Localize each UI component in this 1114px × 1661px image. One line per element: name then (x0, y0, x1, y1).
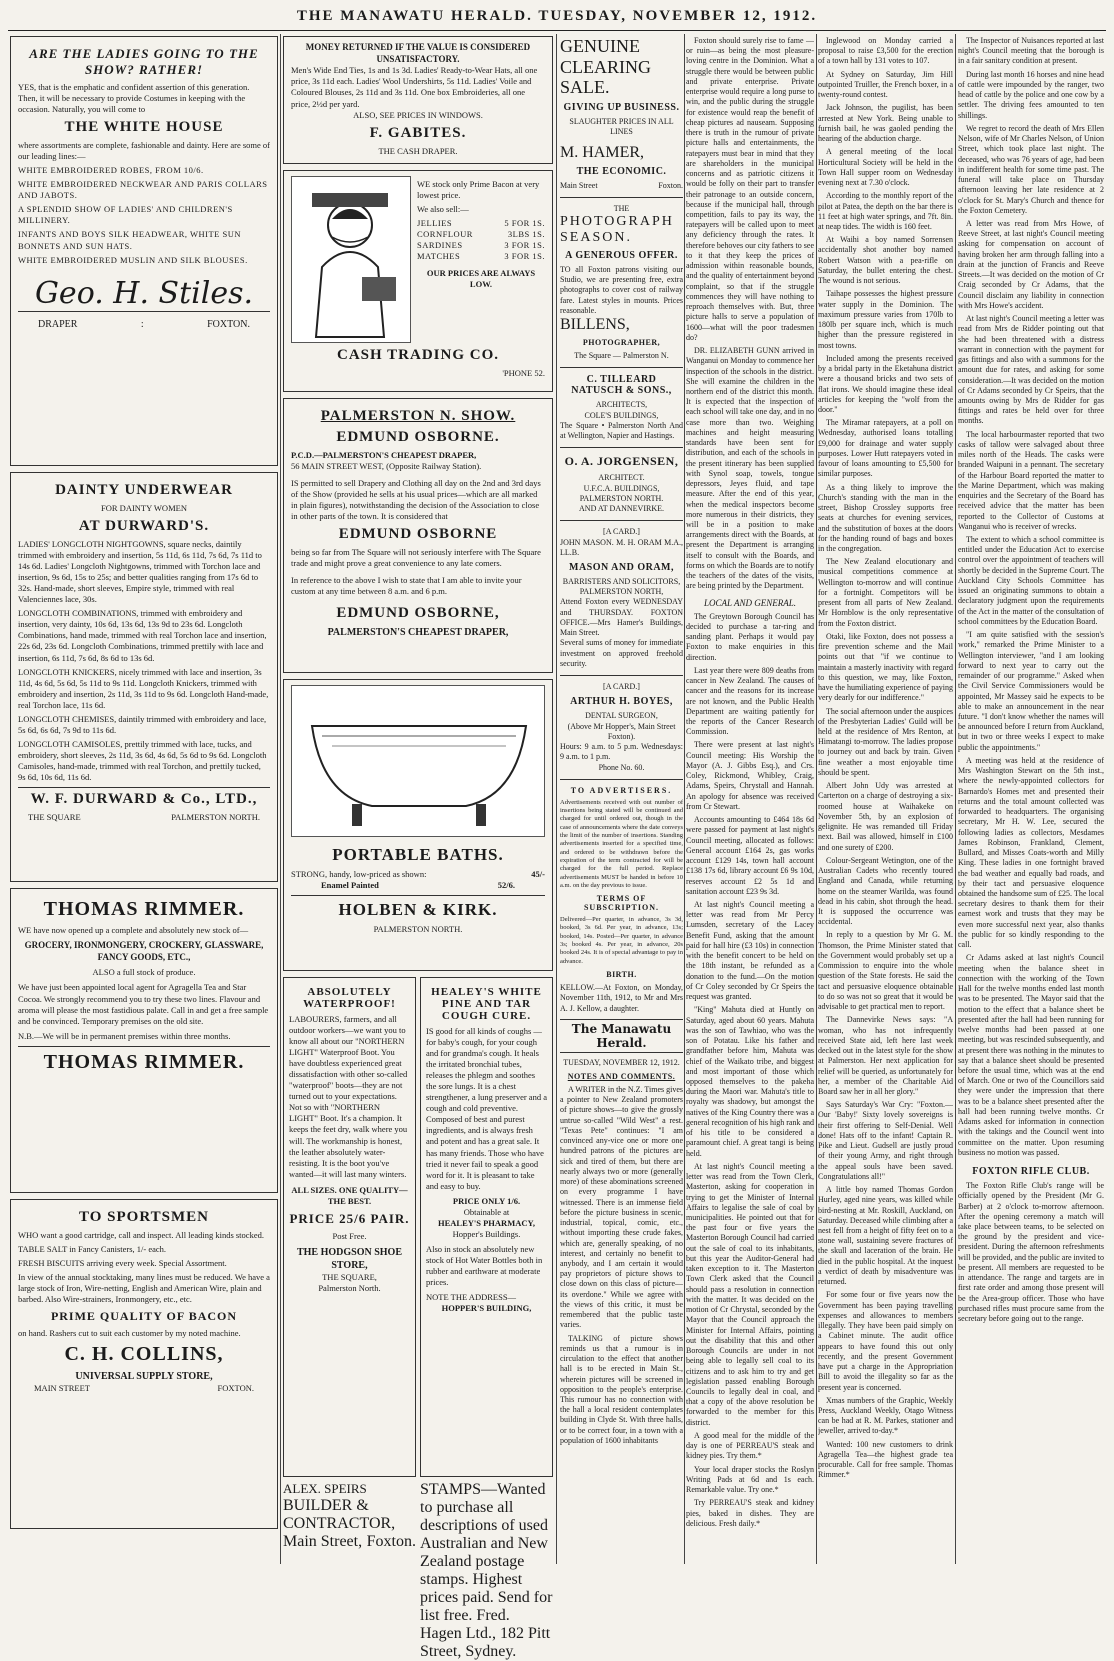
ad-heading: MONEY RETURNED IF THE VALUE IS CONSIDERED UNSATISFACTORY. (305, 42, 531, 64)
ad-subheading: FOR DAINTY WOMEN (101, 503, 187, 513)
price-item: MATCHES (417, 251, 461, 262)
article-paragraph: A general meeting of the local Horticultural Society will be held in the Town Hall supper room on Wednesday evening next at 7.30 o'clock. (818, 147, 953, 188)
ad-firm: THOMAS RIMMER. (18, 1046, 270, 1074)
article-paragraph: At Sydney on Saturday, Jim Hill outpointed Truiller, the French boxer, in a twenty-round contest. (818, 69, 953, 100)
column-2 (283, 36, 553, 1661)
ad-line: FRESH BISCUITS arriving every week. Special Assortment. (18, 1258, 227, 1269)
ad-address: (Above Mr Hopper's, Main Street Foxton). (567, 721, 676, 741)
ad-slogan: OUR PRICES ARE ALWAYS LOW. (426, 268, 536, 290)
column-5 (818, 36, 953, 1484)
ad-subheading: GIVING UP BUSINESS. (563, 102, 680, 114)
ad-intro: where assortments are complete, fashionable and dainty. Here are some of our leading lines:— (18, 140, 270, 162)
ad-firm: MASON AND ORAM, (569, 561, 674, 573)
list-item: WHITE EMBROIDERED ROBES, FROM 10/6. (18, 165, 204, 176)
ad-firm: C. TILLEARD NATUSCH & SONS., (571, 374, 672, 397)
ad-body: In reference to the above I wish to state that I am able to invite your custom at any time between 8 a.m. and 6 p.m. (291, 575, 522, 597)
ad-address: Foxton. (366, 1533, 416, 1550)
ad-address: Palmerston North. (318, 1282, 381, 1293)
article-paragraph: Otaki, like Foxton, does not possess a fire prevention scheme and the Mail points out that "if we continue to maintain a masterly inactivity with regard to this question, we may, like Foxton, have the humiliating experience of paying very dearly for our indifference." (818, 631, 953, 703)
ad-body: Also in stock an absolutely new stock of Hot Water Bottles both in rubber and earthware at moderate prices. (426, 1243, 543, 1288)
ad-paragraph: LADIES' LONGCLOTH NIGHTGOWNS, square necks, daintily trimmed with embroidery and insertion, 5s 11d, 6s 11d, 7s 6d, 7s 11d to 14s 6d. Ladies' Longcloth Nightgowns, trimmed with Torchon lace and insertion, 9s 6d, 15s to 25s; and better qualities ranging from 17s 6d to 32s. Hand-made, short sleeves, Empire style, trimmed with real Valenciennes lace, 30s. (18, 539, 262, 605)
price-value: 52/6. (497, 880, 515, 891)
ad-line: WHO want a good cartridge, call and inspect. All leading kinds stocked. (18, 1230, 264, 1240)
ad-also: ALSO a full stock of produce. (92, 967, 196, 978)
ad-heading: DAINTY UNDERWEAR (55, 482, 233, 498)
ad-body: Men's Wide End Ties, 1s and 1s 3d. Ladies' Ready-to-Wear Hats, all one price, 3s 11d each. Ladies' Wool Undershirts, 5s 11d. Ladies' Voile and Coloured Blouses, 2s 11d and 3s 11d. One box Embroideries, all one price, 2½d per yard. (291, 65, 538, 109)
ad-heading: PHOTOGRAPH SEASON. (560, 214, 674, 245)
ad-firm: CASH TRADING CO. (337, 347, 499, 363)
ad-address: AND AT DANNEVIRKE. (579, 504, 664, 514)
article-paragraph: As a thing likely to improve the Church's standing with the man in the street, Bishop Crossley supports free seats at churches for evening services, and the substitution of boxes at the doors for the handing round of bags and boxes in the congregation. (818, 482, 953, 554)
ad-names: JOHN MASON. M. H. ORAM M.A., LL.B. (560, 537, 683, 557)
ad-body: Several sums of money for immediate investment on approved freehold security. (560, 638, 683, 668)
ad-address: THE SQUARE, (322, 1271, 377, 1282)
ad-healey-pharmacy (420, 977, 553, 1477)
ad-body: STRONG, handy, low-priced as shown: (291, 869, 427, 879)
ad-note: N.B.—We will be in permanent premises within three months. (18, 1030, 231, 1041)
ad-address: The Square • Palmerston North And at Wellington, Napier and Hastings. (560, 420, 683, 441)
article-paragraph: Last year there were 809 deaths from cancer in New Zealand. The causes of cancer and the reasons for its increase are not known, and the Public Health Department are waiting patiently for the reports of the Cancer Research Commission. (686, 665, 814, 737)
ad-body: WE stock only Prime Bacon at very lowest price. (417, 179, 540, 201)
ad-address: FOXTON. (217, 1383, 254, 1394)
ad-speirs (283, 1481, 416, 1661)
ad-address: MAIN STREET (34, 1383, 90, 1394)
ad-subheading: THE ECONOMIC. (576, 165, 667, 177)
price-item: Enamel Painted (321, 880, 379, 891)
price-item: SARDINES (417, 240, 463, 251)
masthead: THE MANAWATU HERALD. TUESDAY, NOVEMBER 12, 1912. (296, 8, 818, 24)
ad-thomas-rimmer (10, 888, 278, 1193)
ad-firm: EDMUND OSBORNE, (336, 605, 500, 622)
ad-address: THE SQUARE (28, 812, 81, 823)
ad-subheading: BARRISTERS AND SOLICITORS, PALMERSTON NORTH, (562, 576, 681, 597)
article-paragraph: At last night's Council meeting a letter was read from Mr Percy Lumsden, secretary of the Lacey Benefit Fund, asking that the amount paid for hall hire (£3 10s) in connection with the benefit concert to be held on the 18th instant, be refunded as a donation to the fund.—On the motion of Cr Coley seconded by Cr Speirs the request was granted. (686, 899, 814, 1002)
price-value: 3 FOR 1S. (504, 240, 545, 251)
column-divider (280, 34, 281, 1564)
article-paragraph: Says Saturday's War Cry: "Foxton.—Our 'Baby!' Sixty lovely sovereigns is their first offering to Self-Denial. Well done! Hats off to the infant! Captain R. Pike and Lieut. Gudsell are justly proud of their young Army, and right through the appeal souls have been saved. Congratulations all!" (818, 1100, 953, 1181)
ad-heading: PRIME QUALITY OF BACON (50, 1309, 238, 1324)
ad-agent: We have just been appointed local agent for Agragella Tea and Star Cocoa. We strongly recommend you to try these two lines. Flavour and aroma will please the most fastidious palate. Call in and get a free sample and be convinced. Temporary premises on the old site. (18, 982, 269, 1026)
column-divider (684, 34, 685, 1564)
article-paragraph: Accounts amounting to £464 18s 6d were passed for payment at last night's Council meeting, allocated as follows: General account £164 2s, gas works account £129 14s, town hall account £138 17s 6d, library account £6 9s 10d, reserves account £2 5s 1d and sanitation account £23 9s 3d. (686, 815, 814, 896)
ad-line: Post Free. (332, 1230, 367, 1241)
ad-hodgson-shoe (283, 977, 416, 1477)
ad-heading: PORTABLE BATHS. (332, 845, 504, 864)
article-paragraph: At last night's Council meeting a letter was read from the Town Clerk, Masterton, asking for cooperation in trying to get the Minister of Internal Affairs to legalise the sale of coal by municipalities. He pointed out that for the past four or five years the Masterton Borough Council had carried out the sale of coal to its inhabitants, but this year the Auditor-General had taken exception to it. The Masterton Town Clerk asked that the Council should pass a resolution in connection with the matter. It was decided on the motion of Cr Chrystal, seconded by the Mayor that the Council approach the Minister for Internal Affairs, pointing out the disability that this and other Borough Councils are under in not being able to legally sell coal to its citizens and to ask him to try and get legislation passed enabling Borough Councils to legally deal in coal, and that a copy of the above resolution be forwarded to the member for this district. (686, 1161, 814, 1427)
ad-subheading: COLE'S BUILDINGS, (584, 410, 659, 420)
ad-firm: O. A. JORGENSEN, (564, 454, 679, 469)
ad-line: NOTE THE ADDRESS— (426, 1292, 517, 1303)
butcher-illustration (291, 176, 411, 343)
ad-heading: ARE THE LADIES GOING TO THE SHOW? RATHER! (29, 46, 259, 77)
ad-address: Main Street, (283, 1533, 363, 1550)
ad-firm: HEALEY'S PHARMACY, (438, 1217, 535, 1228)
ad-firm: C. H. COLLINS, (64, 1343, 224, 1366)
ad-firm: F. GABITES. (369, 124, 467, 141)
list-item: WHITE EMBROIDERED NECKWEAR AND PARIS COLLARS AND JABOTS. (18, 179, 268, 201)
ad-paragraph: LONGCLOTH CAMISOLES, prettily trimmed with lace, tucks, and embroidery, short sleeves, 2s 11d, 3s 6d, 4s 6d, 5s 6d to 9s 6d. Longcloth Camisoles, hand-made, trimmed with real Torchon, and prettily tucked, 9s 6d, 10s 6d, 11s 6d. (18, 738, 267, 782)
article-paragraph: DR. ELIZABETH GUNN arrived in Wanganui on Monday to commence her inspection of the schools in the district. She will examine the children in the northern end of the district this month. It is expected that the inspection of each school will take one day, and in no case more than two. Weighing machines and height measuring standards have been sent for distribution, and each of the schools in the present itinerary has been supplied with Synol soap, towels, tongue depressors, Jeyes fluid, and tape measure. After the end of this year, when the medical inspectors become more numerous in their districts, they will be in a position to make arrangements direct with the Boards, at present the Department is arranging itself to consult with the Boards, and forms on which the Boards are to notify the teachers of the dates of the visits, are being printed by the Department. (686, 346, 814, 591)
article-paragraph: Try PERREAU'S steak and kidney pies, baked in dishes. They are delicious. Fresh daily.* (686, 1498, 814, 1528)
ad-firm: ARTHUR H. BOYES, (570, 696, 673, 708)
article-paragraph: Inglewood on Monday carried a proposal to raise £3,500 for the erection of a town hall by 131 votes to 107. (818, 36, 953, 66)
ad-firm: EDMUND OSBORNE (338, 526, 498, 543)
price-value: 45/- (531, 869, 545, 879)
ad-heading: TO SPORTSMEN (79, 1209, 209, 1225)
ad-subheading: ARCHITECT. (598, 473, 645, 483)
list-item: A SPLENDID SHOW OF LADIES' AND CHILDREN'S MILLINERY. (18, 204, 233, 226)
ad-hours: Hours: 9 a.m. to 5 p.m. Wednesdays: 9 a.m. to 1 p.m. (560, 742, 683, 762)
section-heading: FOXTON RIFLE CLUB. (972, 1166, 1090, 1178)
article-paragraph: Albert John Udy was arrested at Carterton on a charge of destroying a six-roomed house at Waihakeke on November 5th, by an explosion of gelignite. He was remanded till Friday next. Bail was allowed, himself in £100 and one surety of £200. (818, 781, 953, 852)
masthead-rule (8, 30, 1106, 31)
ad-heading: GENUINE CLEARING SALE. (560, 36, 651, 98)
ad-white-house: ARE THE LADIES GOING TO THE SHOW? RATHER! YES, that is the emphatic and confident assertion of this generation. Then, it will be necessary to provide Costumes in keeping with the occasion. Naturally, you will come to THE WHITE HOUSE where assortments are complete, fashionable and dainty. Here are some of our leading lines:— WHITE EMBROIDERED ROBES, FROM 10/6. WHITE EMBROIDERED NECKWEAR AND PARIS COLLARS AND JABOTS. A SPLENDID SHOW OF LADIES' AND CHILDREN'S MILLINERY. INFANTS AND BOYS SILK HEADWEAR, WHITE SUN BONNETS AND SUN HATS. WHITE EMBROIDERED MUSLIN AND SILK BLOUSES. Geo. H. Stiles. DRAPER : FOXTON. (10, 36, 278, 466)
ad-heading: ABSOLUTELY WATERPROOF! (303, 986, 396, 1010)
ad-body: YES, that is the emphatic and confident assertion of this generation. Then, it will be necessary to provide Costumes in keeping with the occasion. Naturally, you will come to (18, 82, 250, 115)
ad-subheading: BUILDER & CONTRACTOR, (283, 1497, 396, 1532)
article-paragraph: The local harbourmaster reported that two casks of tallow were salvaged about three miles north of the Heads. The casks were branded Waipuni in a pennant. The secretary of the Harbour Board reported the matter to the Marine Department, which was making enquiries and the Secretary of the Board has received advice that the matter has been reported to the Collector of Customs at Wanganui who is receiver of wrecks. (958, 429, 1104, 531)
ad-body: IS permitted to sell Drapery and Clothing all day on the 2nd and 3rd days of the Show (provided he sells at his usual prices—which are all marked in plain figures), notwithstanding the decision of the Association to close in other parts of the town. It is considered that (291, 478, 541, 522)
ad-firm: THOMAS RIMMER. (43, 898, 245, 920)
ad-body: being so far from The Square will not seriously interfere with The Square trade and might prove a great convenience to any late comers. (291, 547, 541, 569)
column-6 (958, 36, 1104, 1327)
ad-address: U.F.C.A. BUILDINGS, PALMERSTON NORTH. (579, 483, 664, 503)
ad-address: PALMERSTON NORTH. (171, 812, 260, 823)
ad-address: Main Street (560, 180, 598, 190)
ad-edmund-osborne (283, 398, 553, 673)
ad-stamps: STAMPS—Wanted to purchase all descriptions of used Australian and New Zealand postage stamps. Highest prices paid. Send for list free. Fred. Hagen Ltd., 182 Pitt Street, Sydney. (420, 1481, 553, 1660)
article-paragraph: Wanted: 100 new customers to drink Agragella Tea—the highest grade tea procurable. Call for free sample. Thomas Rimmer.* (818, 1439, 953, 1480)
ad-subheading: PALMERSTON'S CHEAPEST DRAPER, (327, 627, 509, 639)
ad-sizes: ALL SIZES. ONE QUALITY—THE BEST. (291, 1184, 408, 1206)
ad-line: THE (613, 203, 630, 213)
ad-paragraph: LONGCLOTH COMBINATIONS, trimmed with embroidery and insertion, very dainty, 10s 6d, 13s 6d, 13s 9d to 23s 6d. Longcloth Combinations, hand made, trimmed with real Torchon lace and insertion, 22s 6d, 23s 6d. Longcloth Combinations, trimmed prettily with lace and insertion, 6s 11d, 7s 6d, 8s 6d to 13s 6d. (18, 608, 267, 663)
ad-body: IS good for all kinds of coughs — for baby's cough, for your cough and for grandma's cough. It heals the irritated bronchial tubes, releases the phlegm and soothes the sore lungs. It is a chest strengthener, a lung preserver and a cough and cold preventive. Composed of best and purest ingredients, and is always fresh and potent and has a great sale. It has many friends. Those who have tried it never fail to speak a good word for it. It is pleasant to take and easy to buy. (426, 1026, 547, 1191)
notice-body: KELLOW.—At Foxton, on Monday, November 11th, 1912, to Mr and Mrs A. J. Kellow, a daughter. (560, 983, 683, 1013)
notice-heading: TO ADVERTISERS. (570, 785, 673, 795)
notice-body: Delivered—Per quarter, in advance, 3s 3d, booked, 3s 6d. Per year, in advance, 13s; booked, 14s. Posted—Per quarter, in advance 3s; booked 4s. Per year, in advance, 20s booked 24s. It is of special advantage to pay in advance. (560, 916, 683, 965)
ad-store-name: THE WHITE HOUSE (64, 119, 224, 136)
article-paragraph: The Greytown Borough Council has decided to purchase a tar-ring and sanding plant. Perhaps it would pay Foxton to make enquiries in this direction. (686, 611, 814, 662)
article-paragraph: The Foxton Rifle Club's range will be officially opened by the President (Mr G. Barber) at 2 o'clock to-morrow afternoon. After the opening ceremony a match will take place between teams, to be selected on the ground by the president and vice-president. During the afternoon refreshments will be provided, and the public are invited to be present. All members are requested to be in attendance. The range and targets are in first rate order and among those present will be the Area-group officer. Those who have purchased rifles must procure same from the secretary before going out to the range. (958, 1181, 1104, 1324)
ad-line: TABLE SALT in Fancy Canisters, 1/- each. (18, 1244, 167, 1255)
notice-heading: BIRTH. (606, 970, 637, 980)
ad-portable-baths (283, 679, 553, 971)
article-paragraph: For some four or five years now the Government has been paying travelling expenses and allowances to members illegally. They have been paid simply on a Cabinet minute. The audit office appears to have found this out only recently, and the present Government have put a charge in the Appropriation Bill to avoid the illegality so far as the present year is concerned. (818, 1290, 953, 1392)
article-paragraph: Jack Johnson, the pugilist, has been arrested at New York. Being unable to furnish bail, he was gaoled pending the hearing of the abduction charge. (818, 103, 953, 144)
ad-line: We also sell:— (417, 204, 469, 215)
ad-phone: 'PHONE 52. (502, 368, 545, 378)
ad-trade: DRAPER (38, 318, 78, 330)
article-paragraph: According to the monthly report of the pilot at Patea, the depth on the bar there is 11 feet at high water springs, and 7ft. 8in. at neap tides. The width is 160 feet. (818, 191, 953, 231)
section-heading: NOTES AND COMMENTS. (567, 1071, 676, 1081)
article-paragraph: In reply to a question by Mr G. M. Thomson, the Prime Minister stated that the Government would probably set up a Commission to enquire into the whole question of the State forests. He said the tact and persuasive eloquence obtainable to do so was not so great that it would be advisable to get practical men to report. (818, 930, 953, 1012)
article-paragraph: A little boy named Thomas Gordon Hurley, aged nine years, was killed while bird-nesting at Mr. Roskill, Auckland, on Saturday. Deceased while climbing after a nest fell from a height of fifty feet on to a stone wall, sustaining severe fractures of the skull and laceration of the brain. He died in the public hospital. At the inquest a verdict of death by misadventure was returned. (818, 1185, 953, 1287)
column-4 (686, 36, 814, 1532)
list-item: WHITE EMBROIDERED MUSLIN AND SILK BLOUSES. (18, 254, 248, 265)
ad-firm: M. HAMER, (560, 143, 645, 161)
ad-subheading: P.C.D.—PALMERSTON'S CHEAPEST DRAPER, (291, 450, 477, 460)
ad-gabites (283, 36, 553, 164)
ad-collins (10, 1199, 278, 1529)
article-paragraph: "I am quite satisfied with the session's work," remarked the Prime Minister to a Wellington interviewer, "and I am looking forward to next year to carry out the remainder of our programme." Asked when the Civil Service Commissioners would be appointed, Mr Massey said he expects to be able to make an announcement in the near future. "I don't know whether the names will be announced before I return from Auckland, but in two or three weeks I expect to make public the appointments." (958, 630, 1104, 752)
ad-cash-trading (283, 170, 553, 392)
ad-line: Obtainable at (463, 1206, 510, 1217)
ad-heading: AT DURWARD'S. (78, 518, 210, 535)
ad-firm: BILLENS, (560, 316, 630, 334)
article-paragraph: A meeting was held at the residence of Mrs Washington Stewart on the 5th inst., where the newly-appointed collectors for Barnardo's Homes met and presented their returns and the total amount collected was forwarded to headquarters. The organising secretary, Mr H. W. Lee, secured the following ladies as collectors, Mesdames James Robinson, Frankland, Clement, Bullard, and Misses Coats-worth and Milly King. These ladies in one fortnight braved the bad weather and equally bad roads, and by their tact and persuasive eloquence obtained the handsome sum of £25. The local secretary desires to thank them for their earnest work and trusts that they may be even more successful next year, also thanks the public for so kindly responding to the call. (958, 755, 1104, 950)
article-paragraph: The Dannevirke News says: "A woman, who has not infrequently received State aid, left here last week decked out in the latest style for the show at Palmerston. Her next application for relief will be queried, as unfortunately for her, a member of the Charitable Aid Board saw her in all her glory." (818, 1015, 953, 1096)
article-paragraph: The Inspector of Nuisances reported at last night's Council meeting that the borough is in a fair sanitary condition at present. (958, 36, 1104, 66)
article-paragraph: We regret to record the death of Mrs Ellen Nelson, wife of Mr Charles Nelson, of Union Street, which took place last night. The deceased, who was 76 years of age, had been in indifferent health for some time past. The funeral will take place on Thursday afternoon leaving her late residence at 2 o'clock for St. Mary's Church and thence for the Foxton Cemetery. (958, 123, 1104, 215)
ad-subheading: PHOTOGRAPHER, (582, 338, 661, 348)
price-value: 3LBS 1S. (507, 229, 545, 240)
article-paragraph: At Waihi a boy named Sorrensen accidentally shot another boy named Robert Watson with a pea-rifle on Saturday, the bullet entering the chest. The wound is not serious. (818, 235, 953, 286)
ad-body: TO all Foxton patrons visiting our Studio, we are presenting free, extra photographs to cover cost of railway fare. Latest styles in mounts. Prices reasonable. (560, 265, 683, 315)
ad-subheading: A GENEROUS OFFER. (565, 250, 678, 261)
ad-firm: ALEX. SPEIRS (283, 1481, 367, 1496)
section-heading: LOCAL AND GENERAL. (704, 597, 796, 608)
ad-subheading: THE CASH DRAPER. (378, 145, 458, 156)
article-paragraph: A good meal for the middle of the day is one of PERREAU'S steak and kidney pies. Try them.* (686, 1430, 814, 1461)
article-paragraph: The New Zealand elocutionary and musical competitions commence at Wellington to-morrow and will continue for a fortnight. Competitors will be present from all parts of New Zealand. Mr Hornblow is the only representative from the Foxton district. (818, 557, 953, 628)
ad-body: WE have now opened up a complete and absolutely new stock of— (18, 925, 249, 935)
ad-price: PRICE ONLY 1/6. (452, 1195, 521, 1206)
column-divider (955, 34, 956, 1564)
notice-heading: TERMS OF SUBSCRIPTION. (583, 894, 659, 913)
ad-goods: GROCERY, IRONMONGERY, CROCKERY, GLASSWARE, FANCY GOODS, ETC., (24, 940, 264, 962)
ad-address: The Square — Palmerston N. (574, 351, 669, 361)
article-paragraph: "King" Mahuta died at Huntly on Saturday, aged about 60 years. Mahuta was the son of Tawhiao, who was the son of Potatau. Like his father and grandfather before him, Mahuta was chief of the Waikato tribe, and biggest and most important of those which opposed themselves to the pakeha during the Maori war. Mahuta's title to royalty was shadowy, but amongst the natives of the King Country there was a general recognition of his high rank and of his title to be considered a paramount chief. A great tangi is being held. (686, 1005, 814, 1158)
bath-illustration (291, 685, 545, 837)
article-paragraph: Included among the presents received by a bridal party in the Eketahuna district were a thousand bricks and two sets of flat irons. We should imagine these ideal articles for keeping the "wolf from the door." (818, 353, 953, 414)
column-3 (560, 36, 683, 1449)
ad-paragraph: LONGCLOTH KNICKERS, nicely trimmed with lace and insertion, 3s 11d, 4s 6d, 5s 6d, 5s 11d to 9s 11d. Longcloth Knickers, trimmed with embroidery and insertion, 2s 11d, 3s 11d to 9s 6d. Longcloth Hand-made, real Torchon lace, 11s 6d. (18, 666, 269, 710)
card-label: [A CARD.] (603, 682, 640, 692)
ad-firm: HOLBEN & KIRK. (291, 895, 545, 920)
ad-address: Foxton. (658, 180, 683, 190)
column-1 (10, 36, 278, 1535)
article-paragraph: TALKING of picture shows reminds us that a rumour is in circulation to the effect that another hall is to be erected in Main St., wherein pictures will be screened in opposition to the people's enterprise. This rumour has no connection with the hall a local resident contemplates building in Clyde St. With three halls, or to be correct four, in a town with a population of 1600 inhabitants (560, 1333, 683, 1445)
signature: Geo. H. Stiles. (18, 276, 270, 312)
article-paragraph: Taihape possesses the highest pressure water supply in the Dominion. The maximum pressure varies from 170lb to 180lb per square inch, which is much higher than the pressure registered in most towns. (818, 289, 953, 350)
card-label: [A CARD.] (603, 527, 640, 537)
article-paragraph: During last month 16 horses and nine head of cattle were impounded by the ranger, two head of cattle by the police and one cow by a settler. The driving fees amounted to ten shillings. (958, 69, 1104, 120)
newspaper-title: The Manawatu Herald. (560, 1019, 683, 1053)
ad-store: UNIVERSAL SUPPLY STORE, (75, 1371, 213, 1383)
column-divider (816, 34, 817, 1564)
ad-address: HOPPER'S BUILDING, (441, 1303, 532, 1314)
ad-line: In view of the annual stocktaking, many lines must be reduced. We have a large stock of Iron, Wire-netting, English and American Wire, plain and barbed. Also Wire-strainers, Ironmongery, etc., etc. (18, 1272, 270, 1305)
ad-durward (10, 472, 278, 882)
article-paragraph: A letter was read from Mrs Howe, of Reeve Street, at last night's Council meeting asking for compensation on account of having broken her arm through falling into a drain at the junction of Francis and Reeve Streets.—It was decided on the motion of Cr Craig seconded by Cr Adams, that the Council disclaim any liability in connection with Mrs Howe's accident. (958, 218, 1104, 310)
price-value: 3 FOR 1S. (504, 251, 545, 262)
price-item: JELLIES (417, 218, 453, 229)
list-item: INFANTS AND BOYS SILK HEADWEAR, WHITE SUN BONNETS AND SUN HATS. (18, 229, 242, 251)
article-paragraph: The social afternoon under the auspices of the Presbyterian Ladies' Guild will be held at the residence of Mrs Renton, at Himatangi to-morrow. The ladies propose to journey out and back by train. Given fine weather a most enjoyable time should be spent. (818, 706, 953, 777)
ad-body: LABOURERS, farmers, and all outdoor workers—we want you to know all about our "NORTHERN LIGHT" Waterproof Boot. You have doubtless experienced great dissatisfaction with other so-called "waterproof" boots—they are not turned out to your expectations. Not so with "NORTHERN LIGHT" Boot. It's a champion. It keeps the feet dry, walk where you will. The workmanship is honest, the leather absolutely water-resisting. It is the boot you've wanted—it will last many winters. (289, 1014, 408, 1179)
issue-date: TUESDAY, NOVEMBER 12, 1912. (563, 1057, 680, 1067)
ad-line: on hand. Rashers cut to suit each customer by my noted machine. (18, 1328, 241, 1339)
ad-subheading: ARCHITECTS, (595, 400, 648, 410)
ad-address: 56 MAIN STREET WEST, (Opposite Railway Station). (291, 461, 482, 472)
article-paragraph: Cr Adams asked at last night's Council meeting when the balance sheet in connection with the working of the Town Hall for the twelve months ended last month was to be presented. The Mayor said that the motion to the effect that a balance sheet be presented after the hall had been running for twelve months had been passed at one meeting, but was rescinded subsequently, and at present there was nothing in the minutes to say that a balance sheet should be presented before the usual time, which was at the end of March. One or two of the Councillors said they were under the impression that there was to be a balance sheet presented after the hall had been running twelve months. Cr Adams asked for information in connection with the takings and the Council went into committee on the matter. Upon resuming business no motion was passed. (958, 953, 1104, 1157)
ad-also: ALSO, SEE PRICES IN WINDOWS. (353, 109, 483, 120)
article-paragraph: Colour-Sergeant Wetington, one of the Australian Cadets who recently toured England and Canada, while returning home on the steamer Warilda, was found dead in his cabin, shot through the head. It is supposed the occurrence was accidental. (818, 855, 953, 927)
ad-subheading: DENTAL SURGEON, (585, 711, 658, 721)
ad-town: FOXTON. (207, 318, 250, 330)
ad-address: PALMERSTON NORTH. (373, 924, 463, 935)
ad-paragraph: LONGCLOTH CHEMISES, daintily trimmed with embroidery and lace, 5s 6d, 6s 6d, 7s 9d to 11s 6d. (18, 713, 267, 735)
ad-firm: W. F. DURWARD & Co., LTD., (18, 787, 270, 808)
price-value: 5 FOR 1S. (504, 218, 545, 229)
article-paragraph: There were present at last night's Council meeting: His Worship the Mayor (A. J. Gibbs Esq.), and Crs. Coley, Rickmond, Whibley, Craig, Adams, Speirs, Chrystall and Hannah. An apology for absence was received from Cr Stewart. (686, 740, 814, 811)
ad-line: SLAUGHTER PRICES IN ALL LINES (569, 117, 674, 137)
column-divider (556, 34, 557, 1564)
article-paragraph: Foxton should surely rise to fame —or ruin—as being the most pleasure-loving centre in the Dominion. What a struggle there would be between public and private enterprise. Private enterprise would require a long purse to win, and the public during the struggle for existence would reap the benefit of cheap pictures ad nauseam. Supposing there is truth in the rumour of private picture halls and entertainments, the ratepayers must bear in mind that they are shareholders in the municipal concerns and as patriotic citizens it would be folly on their part to transfer their patronage to an outside concern, because if the municipal hall, through competition, fails to pay its way, the ratepayers will be called upon to meet any deficiency through the rates. It therefore behoves our city fathers to see to it that they keep the prices of admission within reasonable bounds, and the quality of entertainment beyond complaint, so that if the struggle commences they will have nothing to reproach themselves with. But, three picture halls to serve a population of 1600—what will the poor tradesmen do? (686, 36, 814, 342)
article-paragraph: Your local draper stocks the Roslyn Writing Pads at 6d and 1s each. Remarkable value. Try one.* (686, 1464, 814, 1495)
ad-phone: Phone No. 60. (598, 762, 645, 772)
ad-heading: HEALEY'S WHITE PINE AND TAR COUGH CURE. (431, 986, 542, 1022)
article-paragraph: At last night's Council meeting a letter was read from Mrs de Ridder pointing out that she had been threatened with a distress warrant in connection with the payment for gas fittings and also with a summons for the amount due for rates, and asking for some consideration.—It was decided on the motion of Cr Adams seconded by Cr Speirs, that the amounts owing by Mrs de Ridder for gas fittings and rates be held over for three months. (958, 314, 1104, 426)
ad-address: Hopper's Buildings. (452, 1228, 521, 1239)
ad-firm: EDMUND OSBORNE. (336, 429, 500, 445)
price-item: CORNFLOUR (417, 229, 473, 240)
article-paragraph: A WRITER in the N.Z. Times gives a pointer to New Zealand promoters of picture shows—to give the grossly untrue so-called "Wild West" a rest. "Texas Pete" continues: "I am convinced any-vice one or more one hundred patrons of the pictures are sick and tired of them, but there are nearly always two or more (generally more) of these abominations screened on every programme I have witnessed. There is an immense field before the picture business in scenic, industrial, topical, comic, etc., without importing these crude fakes, which are, generally speaking, of no interest, and certainly no benefit to anybody, and I am certain it would pay proprietors of picture shows to close down on this class of picture—its overdone." While we agree with the views of this critic, it must be remembered that the public taste varies. (560, 1084, 683, 1330)
article-paragraph: The Miramar ratepayers, at a poll on Wednesday, authorised loans totalling £9,000 for drainage and water supply purposes. Lower Hutt ratepayers voted in favour of loans amounting to £5,500 for similar purposes. (818, 418, 953, 479)
ad-heading: PALMERSTON N. SHOW. (320, 408, 516, 424)
ad-firm: THE HODGSON SHOE STORE, (296, 1246, 403, 1271)
ad-body: Attend Foxton every WEDNESDAY and THURSDAY. FOXTON OFFICE.—Mrs Hamer's Buildings, Main Street. (560, 597, 683, 638)
article-paragraph: The extent to which a school committee is entitled under the Education Act to exercise control over the appointment of teachers will shortly be decided in the Supreme Court. The Auckland City Schools Committee has issued an originating summons to obtain a declaratory judgment upon the requirements of the Act in the matter of the consultation of school committees by the Education Board. (958, 535, 1104, 626)
ad-price: PRICE 25/6 PAIR. (289, 1210, 410, 1226)
notice-body: Advertisements received with out number of insertions being stated will be continued and charged for until ordered out, though in the case of announcements where the date conveys the limit of the number of insertions. Standing advertisements inserted for a specified time, and ordered to be withdrawn before the expiration of the term contracted for will be charged for the full period. Replace advertisements MUST be handed in before 10 a.m. on the day previous to issue. (560, 798, 683, 889)
article-paragraph: Xmas numbers of the Graphic, Weekly Press, Auckland Weekly, Otago Witness can be had at R. M. Parkes, stationer and jeweller, arrived to-day.* (818, 1395, 953, 1436)
